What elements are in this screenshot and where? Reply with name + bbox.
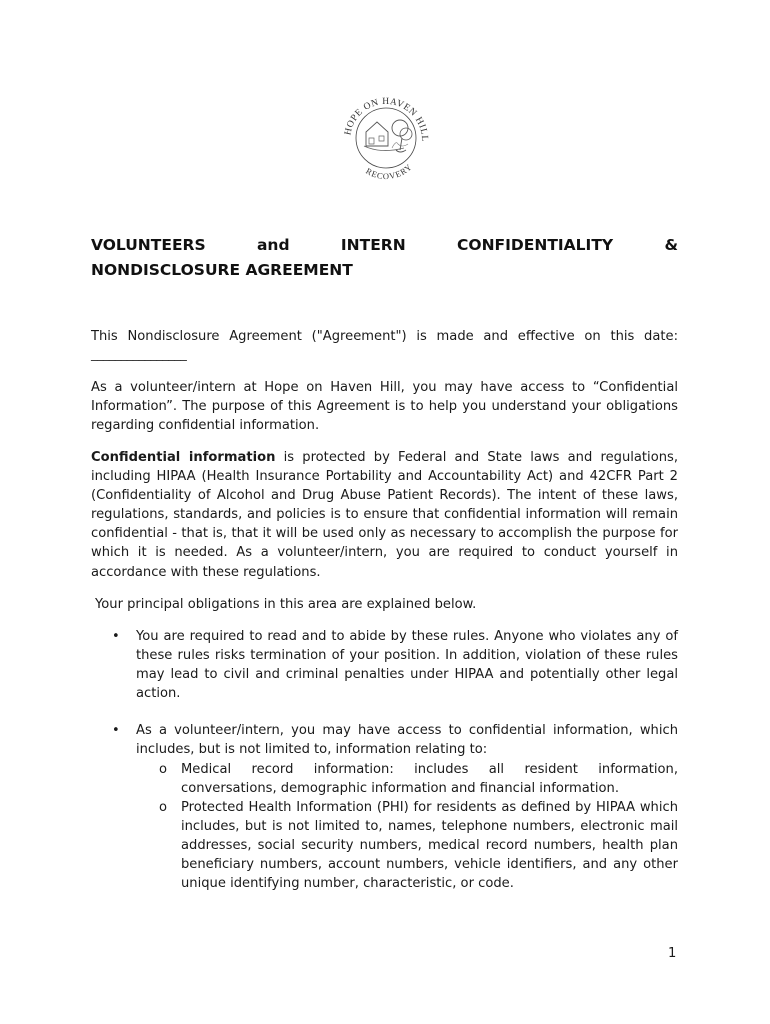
access-paragraph: As a volunteer/intern at Hope on Haven Hill, you may have access to “Confidential Information”. The purpose of this Agreement is to help you understand your obligations regarding confidential information. — [91, 380, 678, 434]
sub-list-item: Medical record information: includes all resident information, conversations, demographic information and financial information. — [181, 762, 678, 797]
bullet-item: You are required to read and to abide by these rules. Anyone who violates any of these rules risks termination of your position. In addition, violation of these rules may lead to civil and criminal penalties under HIPAA and potentially other legal action. — [136, 629, 678, 702]
intro-text: This Nondisclosure Agreement ("Agreement") is made and effective on this date: — [91, 329, 678, 344]
confidential-term: Confidential information — [91, 450, 276, 465]
date-blank: ________________ — [91, 347, 187, 363]
sub-list-item: Protected Health Information (PHI) for residents as defined by HIPAA which includes, but is not limited to, names, telephone numbers, electronic mail addresses, social security numbers, medical record numbers, health plan beneficiary numbers, account numbers, vehicle identifiers, and any other unique identifying number, characteristic, or code. — [181, 800, 678, 892]
confidential-paragraph — [91, 448, 678, 582]
title-word: & — [664, 236, 678, 254]
title-word: and — [256, 236, 290, 254]
confidential-text: is protected by Federal and State laws and regulations, including HIPAA (Health Insurance Portability and Accountability Act) and 42CFR Part 2 (Confidentiality of Alcohol and Drug Abuse Patient Records). The intent of these laws, regulations, standards, and policies is to ensure that confidential information will remain confidential - that is, that it will be used only as necessary to accomplish the purpose for which it is needed. As a volunteer/intern, you are required to conduct yourself in accordance with these regulations. — [91, 450, 678, 580]
principal-obligations: Your principal obligations in this area are explained below. — [95, 597, 477, 612]
title-line-2: NONDISCLOSURE AGREEMENT — [91, 260, 353, 279]
organization-logo — [336, 88, 436, 188]
intro-paragraph — [91, 327, 678, 364]
document-title — [91, 233, 678, 282]
title-word: INTERN — [340, 236, 406, 254]
sub-bullet-symbol: o — [159, 762, 168, 777]
page-number: 1 — [668, 946, 677, 961]
logo-top-text: HOPE ON HAVEN HILL — [343, 96, 430, 142]
title-word: VOLUNTEERS — [91, 236, 206, 254]
bullet-item: As a volunteer/intern, you may have access to confidential information, which includes, but is not limited to, information relating to: — [136, 723, 678, 758]
sub-bullet-symbol: o — [159, 800, 168, 815]
bullet-symbol: • — [112, 723, 120, 738]
title-word: CONFIDENTIALITY — [457, 236, 614, 254]
logo-seal-icon — [336, 88, 436, 188]
title-line-1 — [91, 233, 678, 258]
logo-bottom-text: RECOVERY — [364, 161, 415, 182]
bullet-symbol: • — [112, 629, 120, 644]
